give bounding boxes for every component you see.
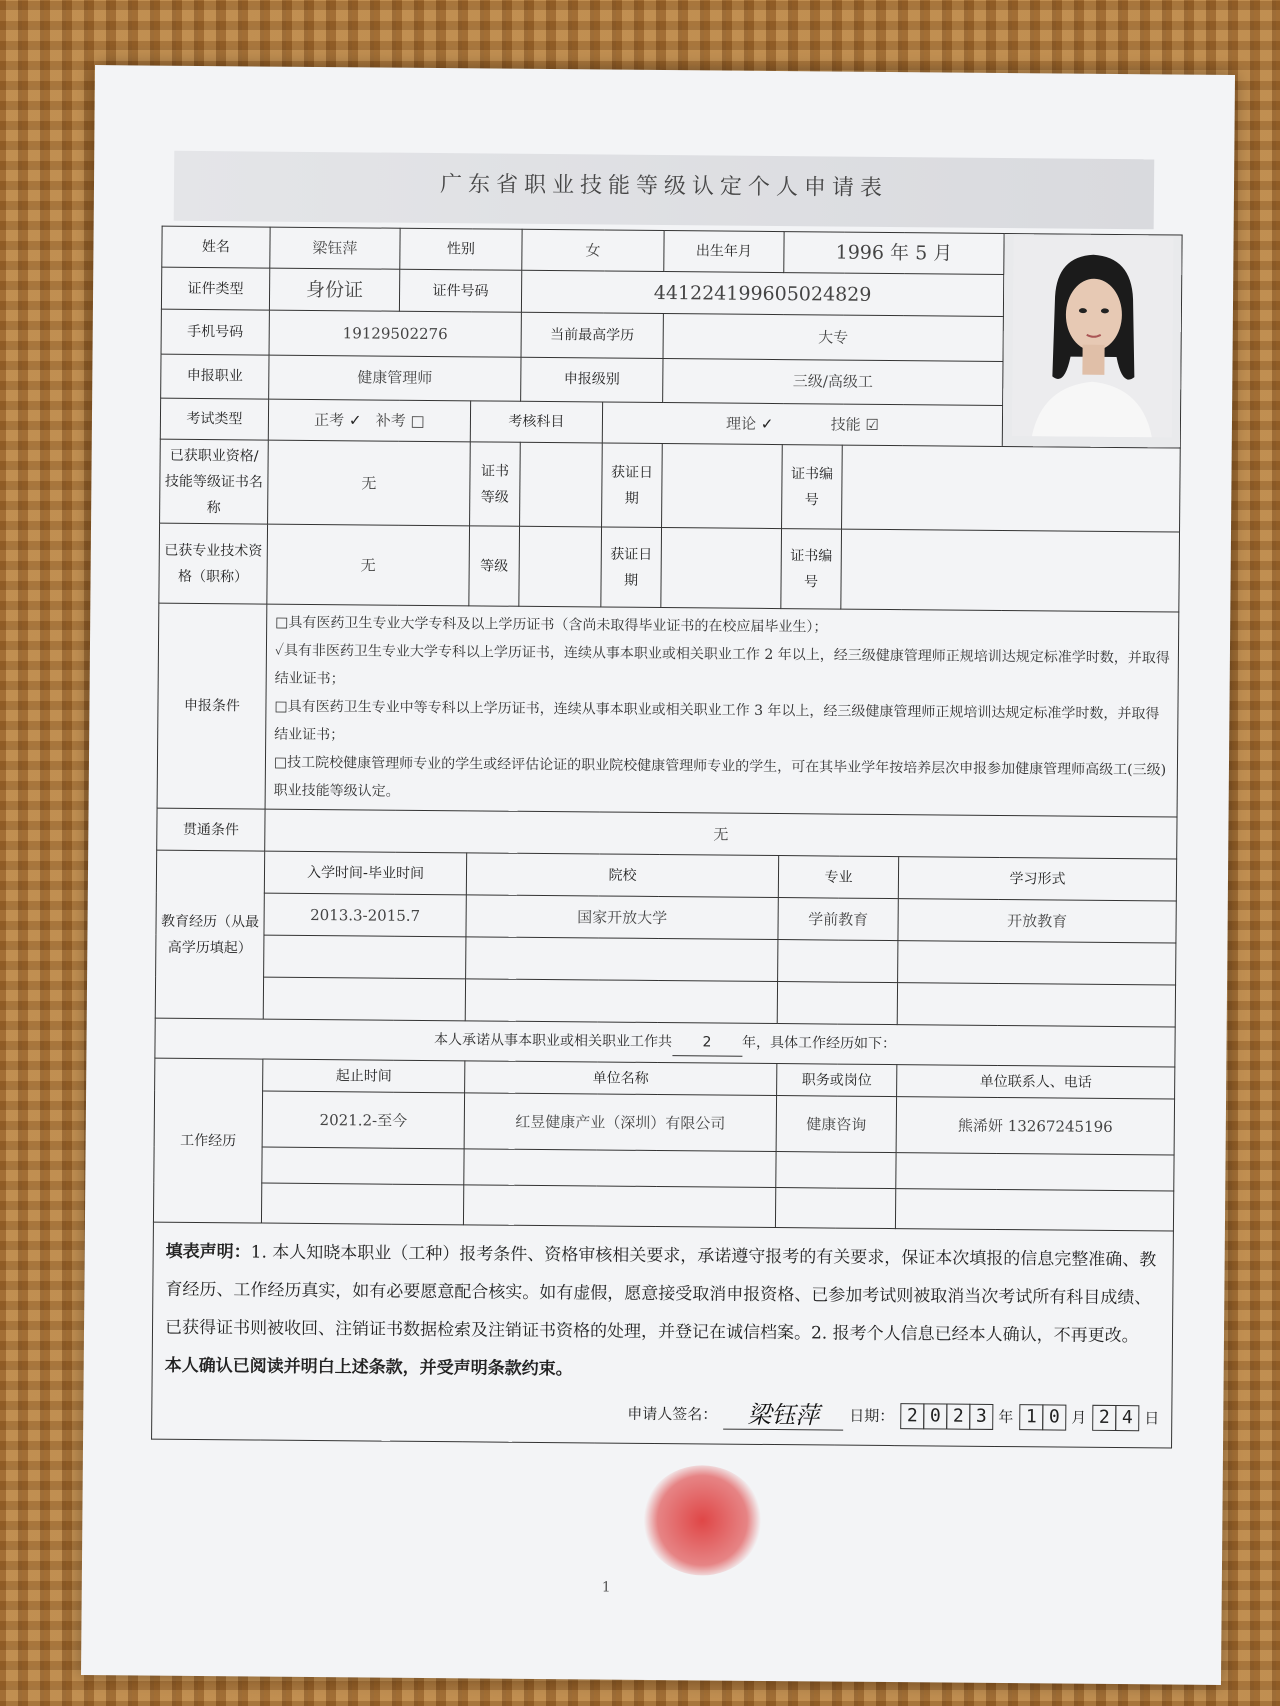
edu-cell [465, 979, 777, 1024]
promise-prefix: 本人承诺从事本职业或相关职业工作共 [433, 1032, 673, 1051]
work-header: 单位名称 [465, 1061, 777, 1096]
title-grade-label: 等级 [469, 526, 520, 606]
edu-header: 专业 [778, 856, 898, 899]
idno-value: 441224199605024829 [521, 271, 1003, 317]
idtype-label: 证件类型 [161, 267, 269, 309]
day-unit: 日 [1144, 1409, 1160, 1428]
declaration-head: 填表声明： [165, 1241, 251, 1263]
edu-cell [897, 983, 1175, 1027]
red-fingerprint-stamp [642, 1465, 763, 1576]
job-value: 健康管理师 [269, 355, 521, 401]
year-unit: 年 [998, 1407, 1014, 1427]
date-digit: 2 [1092, 1405, 1116, 1431]
edu-cell: 2013.3-2015.7 [264, 893, 466, 937]
date-digit: 0 [923, 1403, 947, 1429]
work-row [154, 1090, 1174, 1155]
edu-cell [898, 941, 1176, 985]
cert-no-value [842, 445, 1181, 532]
date-digit: 3 [969, 1404, 993, 1430]
subject-options [602, 402, 1002, 447]
declaration-text: 1. 本人知晓本职业（工种）报考条件、资格审核相关要求，承诺遵守报考的有关要求，保证本次填报的信息完整准确、教育经历、工作经历真实，如有必要愿意配合核实。如有虚假，愿意接受取消申报资格、已参加考试则被取消当次考试所有科目成绩、已获得证书则被收回、注销证书数据检索及注销证书资格的处理，并登记在诚信档案。2. 报考个人信息已经本人确认，不再更改。 [164, 1242, 1157, 1347]
conditions-list [265, 604, 1179, 817]
edu-label: 当前最高学历 [521, 312, 663, 359]
title-no-label: 证书编号 [781, 529, 842, 610]
declaration [152, 1222, 1174, 1448]
edu-header: 学习形式 [898, 857, 1176, 901]
work-cell: 熊浠妍 13267245196 [896, 1097, 1175, 1155]
sign-label: 申请人签名： [627, 1404, 718, 1424]
date-digit: 2 [946, 1404, 970, 1430]
cert-date-value [662, 444, 783, 529]
declaration-confirm: 本人确认已阅读并明白上述条款，并受声明条款约束。 [164, 1355, 573, 1380]
date-digit: 4 [1115, 1405, 1139, 1431]
work-cell: 2021.2-至今 [262, 1091, 464, 1149]
edu-header: 院校 [466, 853, 778, 898]
level-label: 申报级别 [521, 357, 663, 402]
edu-cell: 开放教育 [898, 899, 1176, 943]
year-boxes [900, 1397, 992, 1436]
title-date-value [661, 528, 782, 609]
sex-value: 女 [522, 229, 664, 272]
edu-cell [264, 935, 466, 979]
work-header: 职务或岗位 [777, 1064, 897, 1097]
work-cell: 红昱健康产业（深圳）有限公司 [464, 1093, 776, 1152]
edu-cell [778, 940, 898, 983]
applicant-photo [1002, 233, 1182, 448]
title-cert-value: 无 [267, 524, 470, 606]
month-unit: 月 [1071, 1408, 1087, 1427]
portrait-image [1011, 236, 1173, 437]
bukao-label: 补考 [375, 411, 406, 430]
birth-value: 1996 年 5 月 [784, 232, 1004, 275]
date-digit: 2 [900, 1403, 924, 1429]
application-form-page [81, 65, 1235, 1685]
cert-grade-label: 证书等级 [470, 442, 521, 526]
work-header: 起止时间 [263, 1059, 465, 1093]
work-cell [463, 1185, 775, 1228]
zhengkao-label: 正考 [314, 410, 345, 430]
examtype-label: 考试类型 [160, 398, 268, 440]
date-digit: 0 [1042, 1404, 1066, 1430]
work-cell [262, 1147, 464, 1185]
condition-item: □具有医药卫生专业大学专科及以上学历证书（含尚未取得毕业证书的在校应届毕业生）； [275, 614, 828, 636]
work-label: 工作经历 [153, 1058, 262, 1223]
title-grade-value [519, 526, 602, 607]
sex-label: 性别 [400, 228, 522, 270]
condition-item: ✓具有非医药卫生专业大学专科以上学历证书，连续从事本职业或相关职业工作 2 年以上，经三级健康管理师正规培训达规定标准学时数，并取得结业证书； [274, 642, 1170, 688]
title-cert-label: 已获专业技术资格（职称） [159, 523, 268, 604]
through-value: 无 [265, 809, 1177, 859]
work-cell [464, 1149, 776, 1188]
edu-header: 入学时间-毕业时间 [264, 851, 466, 895]
subject-label: 考核科目 [470, 400, 602, 443]
cert-no-label: 证书编号 [782, 445, 843, 530]
work-cell [775, 1188, 895, 1229]
skill-label: 技能 [830, 415, 861, 434]
work-cell: 健康咨询 [776, 1096, 896, 1153]
checkbox-empty-icon: □ [410, 411, 425, 430]
job-label: 申报职业 [161, 354, 269, 398]
name-value: 梁钰萍 [270, 227, 400, 269]
condition-item: □具有医药卫生专业中等专科以上学历证书，连续从事本职业或相关职业工作 3 年以上，经三级健康管理师正规培训达规定标准学时数，并取得结业证书； [274, 698, 1160, 744]
check-icon: ✓ [348, 411, 362, 430]
check-icon: ✓ [760, 414, 774, 433]
date-digit: 1 [1019, 1404, 1043, 1430]
form-table [151, 226, 1183, 1449]
form-title: 广东省职业技能等级认定个人申请表 [174, 151, 1155, 230]
applicant-signature: 梁钰萍 [723, 1400, 843, 1430]
work-cell [895, 1189, 1173, 1231]
through-label: 贯通条件 [157, 808, 265, 851]
cert-name-label: 已获职业资格/技能等级证书名称 [160, 439, 269, 524]
checkbox-checked-icon: ☑ [865, 415, 879, 434]
edu-cell [263, 977, 465, 1021]
conditions-label: 申报条件 [157, 603, 267, 809]
day-boxes [1092, 1399, 1138, 1437]
cert-grade-value [520, 442, 603, 527]
month-boxes [1019, 1398, 1065, 1436]
education-label: 教育经历（从最高学历填起） [155, 850, 264, 1019]
promise-years: 2 [672, 1029, 742, 1057]
work-cell [896, 1153, 1174, 1191]
edu-cell [777, 982, 897, 1025]
cert-date-label: 获证日期 [602, 443, 663, 528]
work-header: 单位联系人、电话 [897, 1065, 1175, 1099]
phone-label: 手机号码 [161, 309, 269, 355]
edu-value: 大专 [663, 313, 1003, 361]
birth-label: 出生年月 [664, 231, 784, 273]
edu-cell: 学前教育 [778, 898, 898, 941]
date-label: 日期： [849, 1406, 895, 1426]
condition-item: □技工院校健康管理师专业的学生或经评估论证的职业院校健康管理师专业的学生，可在其毕业学年按培养层次申报参加健康管理师高级工(三级)职业技能等级认定。 [273, 754, 1167, 800]
name-label: 姓名 [162, 226, 270, 268]
title-date-label: 获证日期 [601, 527, 662, 608]
level-value: 三级/高级工 [663, 359, 1003, 405]
page-number: 1 [601, 1579, 611, 1596]
theory-label: 理论 [725, 414, 757, 433]
cert-name-value: 无 [268, 440, 471, 526]
promise-suffix: 年，具体工作经历如下： [741, 1034, 897, 1053]
phone-value: 19129502276 [269, 310, 521, 358]
examtype-options [268, 399, 470, 442]
idno-label: 证件号码 [399, 270, 521, 312]
idtype-value: 身份证 [269, 268, 399, 310]
work-cell [776, 1152, 896, 1189]
edu-cell: 国家开放大学 [466, 895, 778, 940]
title-no-value [841, 529, 1180, 612]
work-cell [261, 1183, 463, 1225]
edu-cell [466, 937, 778, 982]
signature-row [164, 1391, 1159, 1438]
